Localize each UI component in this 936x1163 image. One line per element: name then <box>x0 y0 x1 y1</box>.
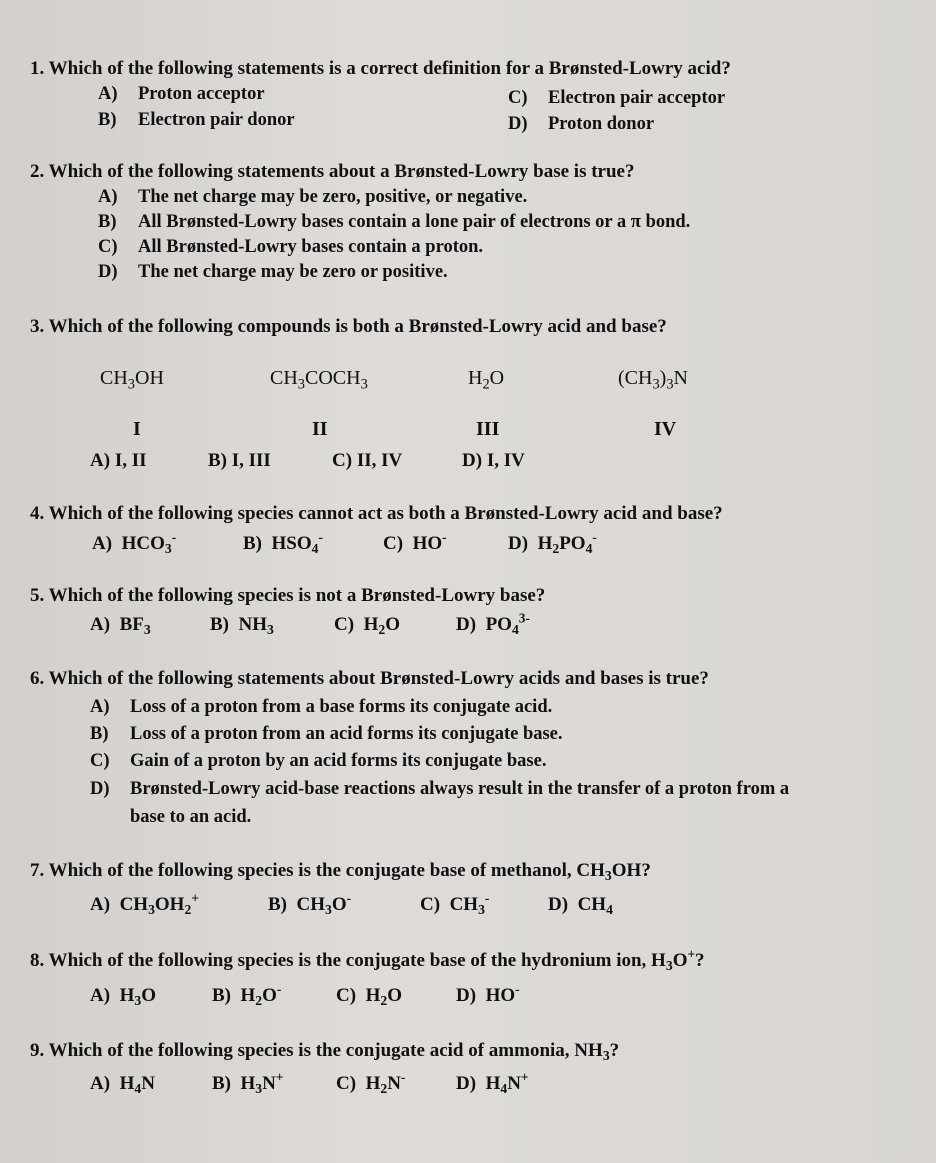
q2-option-a[interactable]: A) The net charge may be zero, positive, or negative. <box>98 187 528 207</box>
q9-option-a[interactable]: A) $H_4N$ <box>90 1073 155 1097</box>
q6-option-b[interactable]: B) Loss of a proton from an acid forms its conjugate base. <box>90 724 563 744</box>
q6-option-c[interactable]: C) Gain of a proton by an acid forms its conjugate base. <box>90 751 547 771</box>
q2-option-b[interactable]: B) All Brønsted-Lowry bases contain a lone pair of electrons or a π bond. <box>98 212 691 232</box>
q5-option-b[interactable]: B) $NH_3$ <box>210 614 274 638</box>
question-8-stem: 8. Which of the following species is the conjugate base of the hydronium ion, $H_3O^+$? <box>30 946 705 974</box>
q3-option-c[interactable]: C) II, IV <box>332 450 403 471</box>
q1-option-a[interactable]: A) Proton acceptor <box>98 84 265 104</box>
q7-option-d[interactable]: D) $CH_4$ <box>548 894 613 918</box>
question-2-stem: 2. Which of the following statements about a Brønsted-Lowry base is true? <box>30 161 635 182</box>
numeral-iv: IV <box>654 418 677 440</box>
question-9-stem: 9. Which of the following species is the conjugate acid of ammonia, $NH_3$? <box>30 1040 620 1064</box>
q4-option-a[interactable]: A) $HCO_3^-$ <box>92 529 177 557</box>
numeral-i: I <box>133 418 141 440</box>
q7-option-a[interactable]: A) $CH_3OH_2^+$ <box>90 890 199 918</box>
compound-trimethylamine: $(CH_3)_3N$ <box>618 367 688 393</box>
question-6-stem: 6. Which of the following statements about Brønsted-Lowry acids and bases is true? <box>30 668 709 689</box>
q3-option-d[interactable]: D) I, IV <box>462 450 525 471</box>
q1-option-c[interactable]: C) Electron pair acceptor <box>508 88 726 108</box>
q1-option-d[interactable]: D) Proton donor <box>508 114 655 134</box>
q4-option-d[interactable]: D) $H_2PO_4^-$ <box>508 529 597 557</box>
compound-acetone: $CH_3COCH_3$ <box>270 367 368 393</box>
q6-option-d-continued: base to an acid. <box>130 807 252 827</box>
q3-option-b[interactable]: B) I, III <box>208 450 271 471</box>
q8-option-b[interactable]: B) $H_2O^-$ <box>212 981 282 1009</box>
q7-option-c[interactable]: C) $CH_3^-$ <box>420 890 490 918</box>
numeral-ii: II <box>312 418 328 440</box>
compound-water: $H_2O$ <box>468 367 505 393</box>
compound-methanol: $CH_3OH$ <box>100 367 164 393</box>
q4-option-b[interactable]: B) $HSO_4^-$ <box>243 529 323 557</box>
q8-option-d[interactable]: D) HO- <box>456 981 520 1006</box>
question-5-stem: 5. Which of the following species is not a Brønsted-Lowry base? <box>30 585 546 606</box>
q5-option-c[interactable]: C) $H_2O$ <box>334 614 400 638</box>
numeral-iii: III <box>476 418 500 440</box>
q9-option-b[interactable]: B) $H_3N^+$ <box>212 1069 284 1097</box>
q5-option-d[interactable]: D) $PO_4^{3-}$ <box>456 610 530 638</box>
q8-option-a[interactable]: A) $H_3O$ <box>90 985 156 1009</box>
q8-option-c[interactable]: C) $H_2O$ <box>336 985 402 1009</box>
q2-option-c[interactable]: C) All Brønsted-Lowry bases contain a proton. <box>98 237 484 257</box>
q2-option-d[interactable]: D) The net charge may be zero or positive. <box>98 262 448 282</box>
q6-option-d[interactable]: D) Brønsted-Lowry acid-base reactions always result in the transfer of a proton from a <box>90 779 790 799</box>
q9-option-d[interactable]: D) $H_4N^+$ <box>456 1069 529 1097</box>
q3-option-a[interactable]: A) I, II <box>90 450 147 471</box>
q7-option-b[interactable]: B) $CH_3O^-$ <box>268 890 352 918</box>
question-1-stem: 1. Which of the following statements is a correct definition for a Brønsted-Lowry acid? <box>30 58 731 79</box>
q6-option-a[interactable]: A) Loss of a proton from a base forms its conjugate acid. <box>90 697 553 717</box>
question-4-stem: 4. Which of the following species cannot act as both a Brønsted-Lowry acid and base? <box>30 503 723 524</box>
question-3-stem: 3. Which of the following compounds is both a Brønsted-Lowry acid and base? <box>30 316 667 337</box>
q1-option-b[interactable]: B) Electron pair donor <box>98 110 295 130</box>
q5-option-a[interactable]: A) $BF_3$ <box>90 614 151 638</box>
question-7-stem: 7. Which of the following species is the conjugate base of methanol, $CH_3OH$? <box>30 860 651 884</box>
q4-option-c[interactable]: C) HO- <box>383 529 447 554</box>
q9-option-c[interactable]: C) $H_2N^-$ <box>336 1069 406 1097</box>
